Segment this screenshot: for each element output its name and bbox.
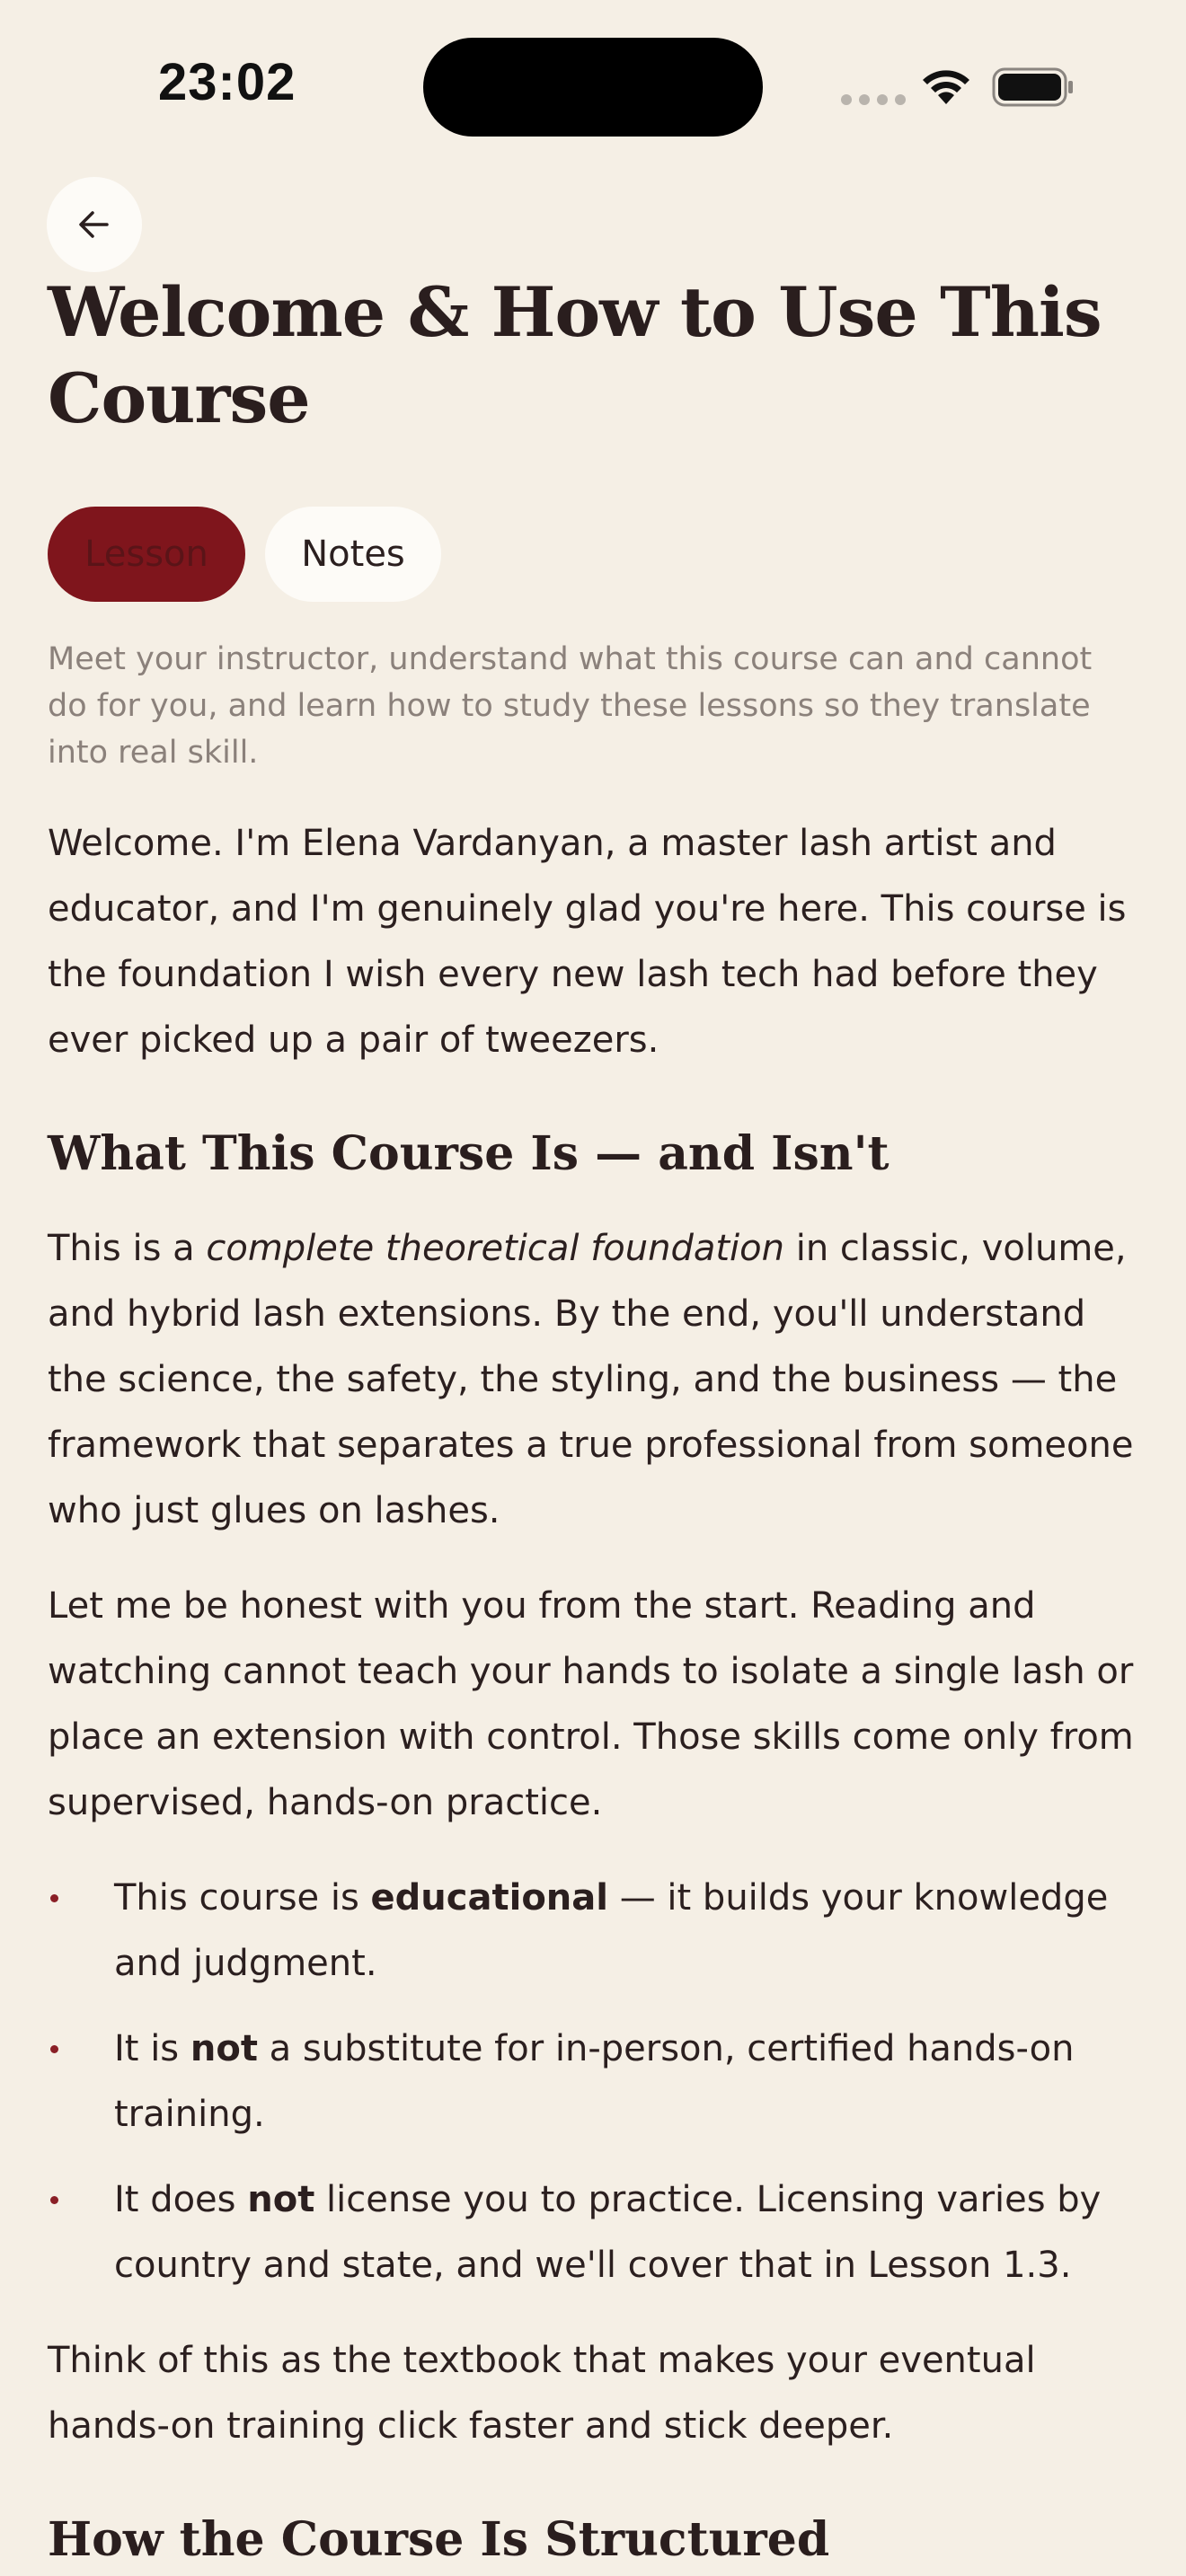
list-item [48, 2167, 1139, 2298]
closing-paragraph: Think of this as the textbook that makes your eventual hands-on training click faster and stick deeper. [48, 2340, 1036, 2447]
battery-icon [992, 67, 1075, 107]
intro-paragraph: Welcome. I'm Elena Vardanyan, a master lash artist and educator, and I'm genuinely glad you're here. This course is the foundation I wish every new lash tech had before they ever picked up a pair of tweezers. [48, 823, 1127, 1061]
back-button[interactable] [47, 177, 142, 272]
tab-lesson[interactable]: Lesson [48, 507, 245, 602]
bullet-dot-icon [50, 2196, 58, 2204]
text-span: This course is [114, 1877, 371, 1919]
arrow-left-icon [75, 205, 114, 244]
text-span: This is a [48, 1228, 207, 1269]
section-heading-course-structure: How the Course Is Structured [48, 2512, 830, 2567]
text-span: — it builds your knowledge and judgment. [114, 1877, 1109, 1984]
list-item [48, 2016, 1139, 2148]
bold-text: not [247, 2179, 315, 2220]
signal-dots-icon [841, 94, 906, 105]
bold-text: not [190, 2028, 258, 2069]
status-bar [0, 0, 1186, 171]
course-description-paragraph [48, 1216, 1139, 1544]
wifi-icon [918, 63, 974, 108]
lesson-tabs [48, 507, 441, 602]
bold-text: educational [370, 1877, 608, 1919]
text-span: It does [114, 2179, 248, 2220]
section-heading-what-this-course-is: What This Course Is — and Isn't [48, 1126, 890, 1181]
lesson-summary: Meet your instructor, understand what this course can and cannot do for you, and learn how to study these lessons so they translate into real skill. [48, 641, 1093, 771]
dynamic-island [423, 38, 763, 137]
text-span: a substitute for in-person, certified hands-on training. [114, 2028, 1075, 2135]
lesson-title: Welcome & How to Use This Course [48, 272, 1102, 438]
emphasis-text: complete theoretical foundation [206, 1228, 784, 1269]
text-span: license you to practice. Licensing varies by country and state, and we'll cover that in Lesson 1.3. [114, 2179, 1102, 2286]
text-span: It is [114, 2028, 190, 2069]
bullet-dot-icon [50, 1894, 58, 1902]
disclaimer-list [48, 1866, 1139, 2318]
honesty-paragraph: Let me be honest with you from the start. Reading and watching cannot teach your hands to isolate a single lash or place an extension with control. Those skills come only from supervised, hands-on practice. [48, 1585, 1134, 1823]
bullet-dot-icon [50, 2045, 58, 2053]
tab-notes[interactable]: Notes [265, 507, 441, 602]
list-item [48, 1866, 1139, 1997]
text-span: in classic, volume, and hybrid lash extensions. By the end, you'll understand the science, the safety, the styling, and the business — the framework that separates a true professional from someone who just glues on lashes. [48, 1228, 1134, 1531]
status-time: 23:02 [158, 53, 296, 111]
